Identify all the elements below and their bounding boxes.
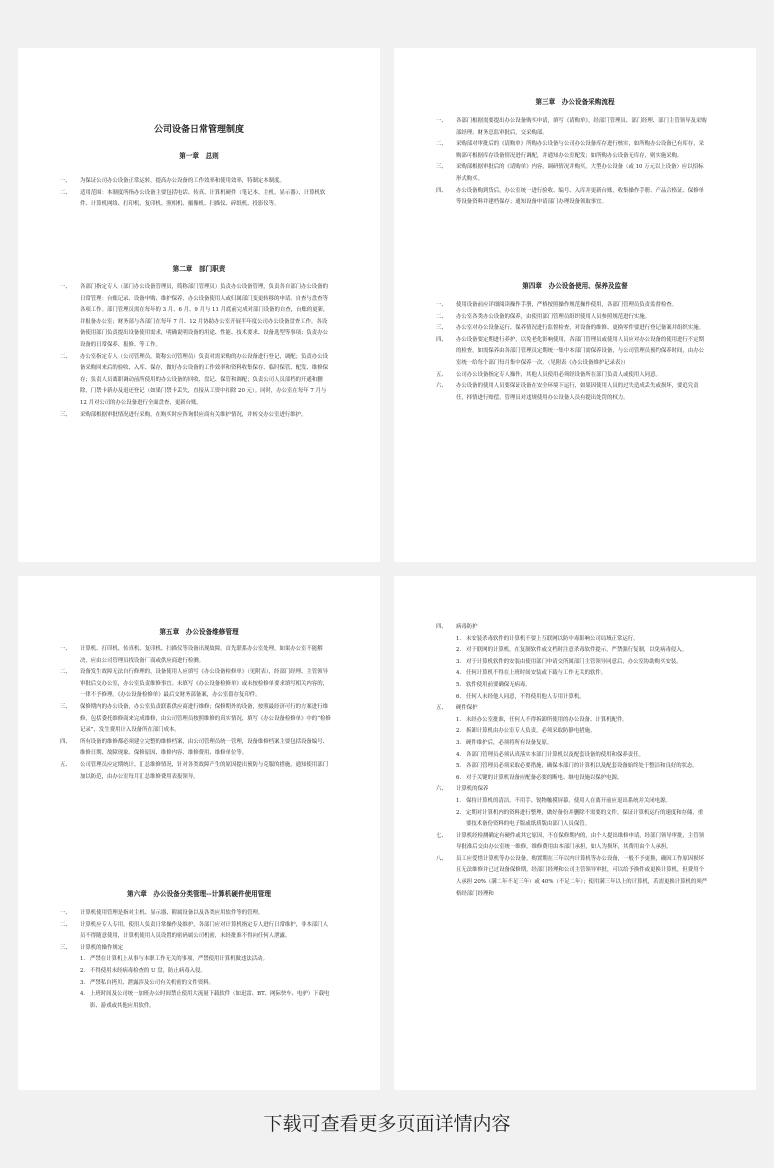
clause: 一、 计算机、打印机、传真机、复印机、扫描仪等设备出现故障，首先联系办公室处理，如果办公室不能解决，应由公司管理员找设备厂商或供应商进行检测。 — [60, 646, 323, 664]
clause: 一、 为保证公司办公设备正常运转，提高办公设备的工作效率和使用效率，特制定本制度。 — [60, 178, 285, 184]
sub-clause: 4. 上班时间及公司统一加班办公时间禁止使用大流量下载软件（如迅雷、BT、网际快车、电驴）下载电影、游戏或其他应用软件。 — [80, 991, 330, 1009]
document-page-1 — [18, 48, 380, 562]
sub-clause: 3. 严禁私自拷贝、泄露涉及公司有关机密的文件资料。 — [80, 979, 214, 986]
page-4-body — [394, 622, 756, 900]
chapter-5-heading: 第五章 办公设备维修管理 — [159, 628, 239, 636]
clause: 三、 办公室对办公设备运行、保养情况进行监督检查，对设备的维修、更换零件要进行登记备案并组织实施。 — [436, 325, 704, 332]
chapter-1-heading: 第一章 总则 — [179, 152, 219, 160]
clause: 一、 各部门根据需要提出办公设备购买申请，填写《请购单》，经部门管理员、部门经理、部门主管领导及采购部经理、财务总监审批后，交采购部。 — [436, 118, 707, 136]
clause: 三、 采购部根据审批后的《请购单》内容，调研情况并购买。大型办公设备（或 10 万元以上设备）应以招标形式购买。 — [436, 164, 704, 182]
sub-clause: 1. 保持计算机的清洁，不用手、锐物触摸屏幕，使用人在离开前应退出系统并关闭电源。 — [456, 797, 671, 804]
document-page-2 — [394, 48, 756, 562]
sub-clause: 3. 硬件维护后，必须将所有设备复原。 — [456, 739, 553, 746]
clause: 一、 各部门指定专人（部门办公设备管理员，简称部门管理员）负责办公设备管理，负责各自部门办公设备的日常管理：台账记录、设备申购、维护保养，办公设备使用人或归属部门变更转移的申请、自查与盘查等各项工作。部门管理员需在每年的 3 月、6 月、9 月与 11 月底前完成对部门设备的自查，台账的更新，并报备办公室；财务部与各部门在每年 7 月、12 月协助办公室开展半年度公司办公设备盘查工作。各设备使用部门负责提出设备使用需求，明确说明设备的用途、性能、技术要求、设备选型等事项；负责办公设备的日常保养、报修、等工作。 — [60, 284, 329, 348]
sub-clause: 2. 对于联网的计算机，在复制软件或文档时注意杀毒软件提示，严禁强行复制，以免病毒侵入。 — [456, 647, 688, 654]
chapter-3-body — [394, 116, 756, 209]
sub-clause: 6. 任何人未经他人同意，不得使用他人专用计算机。 — [456, 693, 585, 700]
clause: 四、 办公设备购到货后，办公室统一进行验收、编号、入库并更新台账，收集操作手册、产品合格证、保修单等设备资料并建档保存；通知设备申请部门办理设备领取事宜。 — [436, 187, 704, 206]
download-prompt-text: 下载可查看更多页面详情内容 — [263, 1113, 511, 1135]
sub-clause: 1. 未安装杀毒软件的计算机不要上互联网以防中毒影响公司局域正常运行。 — [456, 635, 639, 642]
clause: 六、 办公设备的使用人员要保证设备在安全环境下运行，如果因使用人员的过失造成丢失或损坏，要追究责任，择情进行赔偿。管理员对违规使用办公设备人员有提出处罚的权力。 — [436, 383, 699, 401]
clause: 二、 办公室各类办公设备的保养，由使用部门管理员组织使用人员参照规范进行实施。 — [436, 313, 651, 320]
clause: 四、 所有设备的维修都必须建立完整的维修档案，由公司管理员统一管理，设备维修档案主要包括设备编号、维修日期、故障现象、保修原因、维修内容、维修费用、维修单位等。 — [60, 738, 328, 757]
sub-clause: 2. 拆卸计算机由办公室专人负责，必须采取防静电措施。 — [456, 728, 596, 735]
sub-clause: 6. 对于关键的计算机设备应配备必要的断电、继电设施以保护电源。 — [456, 774, 623, 781]
clause: 二、 采购部对审批后的《请购单》所购办公设备与公司办公设备库存进行核实，如所购办公设备已有库存，采购部可根据库存设备情况进行调配，并通知办公室配发；如所购办公设备无库存，则实施采购。 — [436, 141, 704, 159]
sub-clause: 1. 严禁在计算机上从事与本职工作无关的事项，严禁使用计算机做违法活动。 — [80, 956, 268, 963]
clause: 五、 公司管理员应定期统计、汇总维修情况，针对各类故障产生的原因提出预防与克服的措施，通知使用部门加以防范，由办公室每月汇总维修费用表报领导。 — [60, 761, 328, 780]
clause: 三、 保修期内的办公设备，办公室负责联系供应商进行维修；保修期外的设备，按照最经济可行的方案进行维修，包括委托维修商来完成维修，由公司管理员按照维修的真实情况，填写《办公设备检修单》中的“检修记录”，发生费用计入设备所在部门成本。 — [60, 703, 331, 734]
chapter-2-heading: 第二章 部门职责 — [172, 265, 226, 273]
document-page-3 — [18, 576, 380, 1090]
clause: 一、 计算机使用管理是指对主机、显示器、附属设备以及各类应用软件等的管理。 — [60, 910, 264, 916]
clause: 三、 计算机的操作规定 — [60, 944, 124, 951]
clause: 二、 办公室指定专人（公司管理员，简称公司管理员）负责对需采购的办公设备进行登记，调配；负责办公设备采购回来后的验收、入库、保存，做好办公设备的工作效率和资料收集保存、临时保管、配发、维修保存；负责人员离职调动前所使用的办公设备的回收、盘记、保管和调配；负责公司人员部档的开通和删除，门禁卡新办及退还登记（如果门禁卡丢失，直接从工资中扣除 20 元）。同时，办公室在每年 7 月与 12 月对公司的办公设备进行全面盘查，更新台账。 — [60, 353, 328, 406]
document-title: 公司设备日常管理制度 — [153, 125, 244, 135]
sub-clause: 1. 未经办公室批准，任何人不得拆卸所使用的办公设备、计算机配件。 — [456, 716, 628, 723]
sub-clause: 3. 对于计算机软件的安装由使用部门申请交所属部门主管领导同意后，办公室协助购买安装。 — [456, 658, 682, 665]
chapter-1-body — [18, 176, 380, 211]
clause: 八、 员工应爱惜计算机等办公设备，购置期在三年以内计算机等办公设备，一般不予更换，确因工作原因损坏且无法维修并已过设备保修期，经部门经理和公司主管领导审批，可以给予换件或更换计算机，但费用个人承担 20%（满二年不足三年）或 40%（不足二年）；使用满三年以上的计算机，若需更换计算机的须严格经部门经理和 — [436, 855, 708, 897]
section-heading: 六、 计算机的保养 — [436, 786, 489, 793]
clause: 三、 采购部根据审批情况进行采购，在购买时应咨询供应商有关维护情况，并转交办公室进行维护。 — [60, 411, 307, 418]
chapter-5-body — [18, 644, 380, 783]
sub-clause: 4. 各部门管理员必须认真落实本部门计算机以及配套设备的使用和保养责任。 — [456, 751, 644, 758]
chapter-4-body — [394, 300, 756, 404]
sub-clause: 4. 任何计算机不得在上班时间安装或下载与工作无关的软件。 — [456, 670, 607, 677]
document-page-4 — [394, 576, 756, 1090]
sub-clause: 2. 定期对计算机内的资料进行整理，做好备份并删除不需要的文件，保证计算机运行的速度和存储，重要技术备份资料的电子版或纸质版由部门人员保管。 — [456, 809, 704, 828]
sub-clause: 5. 软件使用前要确保无病毒。 — [456, 681, 531, 688]
clause: 四、 办公设备要定期进行养护，以免老化影响使用，各部门管理员或使用人员应对办公设备的使用进行不定期的检查，如需保养由各部门管理员定期统一集中本部门需保养设备，与公司管理员预约保养时间，由办公室统一给每个部门每月集中保养一次。（见附表《办公设备维护记录表》） — [436, 336, 704, 366]
chapter-2-body — [18, 282, 380, 421]
chapter-3-heading: 第三章 办公设备采购流程 — [535, 98, 615, 106]
sub-clause: 2. 不得使用未经病毒检查的 U 盘，防止病毒入侵。 — [80, 967, 206, 974]
section-heading: 五、 硬件保护 — [436, 705, 478, 712]
chapter-6-body — [18, 908, 380, 1012]
clause: 一、 使用设备前应详细阅读操作手册，严格按照操作规范操作使用，各部门管理员负责监督检查。 — [436, 302, 678, 308]
clause: 二、 适用范围：本制度所指办公设备主要包括电话、传真、计算机硬件（笔记本、主机、显示器）、计算机软件、计算机网络、打印机、复印机、照相机、摄像机、扫描仪、碎纸机、投影仪等。 — [60, 189, 326, 208]
section-heading: 四、 病毒防护 — [436, 624, 478, 630]
chapter-4-heading: 第四章 办公设备使用、保养及监督 — [522, 282, 628, 290]
chapter-6-heading: 第六章 办公设备分类管理--计算机硬件使用管理 — [127, 890, 271, 898]
clause: 二、 计算机应专人专用，使用人负责日常操作及维护，各部门应对计算机指定专人进行日常维护，非本部门人员不得随意使用，计算机使用人员设置的密码属公司机密，未经批准不得向任何人泄露。 — [60, 921, 328, 940]
sub-clause: 5. 各部门管理员必须采取必要措施，确保本部门的计算机以及配套设备始终处于整洁和良好的状态。 — [456, 763, 698, 770]
clause: 五、 公司办公设备指定专人操作，其他人员使用必须经设备所在部门负责人或使用人同意。 — [436, 371, 661, 378]
clause: 七、 计算机经检测确定有硬件或其它原因，不在保修期内的，由个人提出维修申请，经部门领导审批，主管领导批准后交由办公室统一维修，维修费用由本部门承担，如人为损坏，其费用由个人承担。 — [436, 832, 704, 851]
clause: 二、 设备发生故障无法自行修理的，设备使用人应填写《办公设备检修单》（见附表），经部门经理、主管领导审批后交办公室，办公室负责维修事宜。未填写《办公设备检修单》或未按检修单要求填写相关内容的，一律不予修理。《办公设备检修单》最后交财务部备案，办公室留存复印件。 — [60, 669, 328, 699]
